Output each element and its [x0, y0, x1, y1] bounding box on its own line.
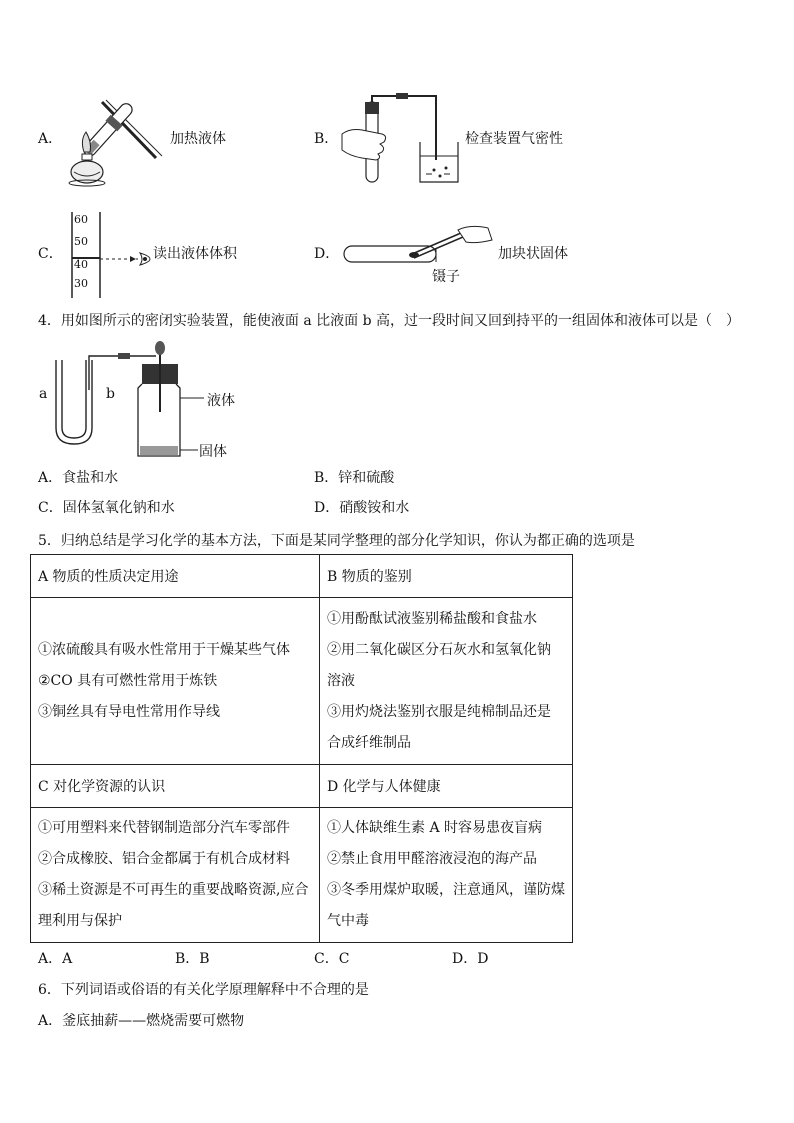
q3-option-d-caption: 加块状固体: [498, 246, 568, 262]
q3-option-c-caption: 读出液体体积: [153, 246, 237, 262]
sealed-apparatus-figure: [38, 340, 218, 462]
cell-d-line: ③冬季用煤炉取暖，注意通风，谨防煤: [327, 882, 565, 898]
cell-c-line: ②合成橡胶、铝合金都属于有机合成材料: [38, 851, 290, 867]
q3-option-a-letter: A．: [38, 131, 63, 147]
q4-option-c: C．固体氢氧化钠和水: [38, 500, 175, 516]
airtightness-check-figure: [340, 90, 465, 186]
cell-c-header: C 对化学资源的认识: [31, 765, 320, 808]
q3-option-d-letter: D．: [314, 246, 340, 262]
adding-solid-figure: [342, 222, 492, 272]
cell-b-line: 合成纤维制品: [327, 734, 411, 751]
cell-d-line: 气中毒: [327, 913, 369, 929]
cell-a-line: ①浓硫酸具有吸水性常用于干燥某些气体: [38, 641, 290, 658]
cell-d-header: D 化学与人体健康: [320, 765, 573, 808]
q4-option-a: A．食盐和水: [38, 470, 119, 486]
tick-label-50: 50: [74, 235, 88, 248]
cell-c-line: 理利用与保护: [38, 913, 122, 929]
tick-label-40: 40: [74, 258, 88, 271]
q5-option-d: D．D: [452, 951, 489, 967]
cell-a-line: ②CO 具有可燃性常用于炼铁: [38, 672, 218, 689]
cell-b-line: ①用酚酞试液鉴别稀盐酸和食盐水: [327, 610, 537, 627]
q5-option-a: A．A: [38, 951, 73, 967]
q3-option-a-caption: 加热液体: [170, 131, 226, 147]
cell-b-header: B 物质的鉴别: [320, 555, 573, 598]
q6-option-a: A．釜底抽薪——燃烧需要可燃物: [38, 1013, 245, 1029]
cell-d-line: ①人体缺维生素 A 时容易患夜盲病: [327, 820, 543, 836]
cell-c-line: ③稀土资源是不可再生的重要战略资源,应合: [38, 882, 309, 898]
q4-stem: 4．用如图所示的密闭实验装置，能使液面 a 比液面 b 高，过一段时间又回到持平的一组固体和液体可以是（ ）: [38, 313, 741, 329]
cell-b-line: ③用灼烧法鉴别衣服是纯棉制品还是: [327, 703, 551, 720]
cell-b-body: [320, 598, 573, 765]
tick-label-30: 30: [74, 277, 88, 290]
cell-a-line: ③铜丝具有导电性常用作导线: [38, 703, 220, 720]
heating-liquid-figure: [66, 92, 166, 188]
q3-option-b-caption: 检查装置气密性: [465, 131, 563, 147]
cell-c-body: [31, 808, 320, 943]
cell-b-line: ②用二氧化碳区分石灰水和氢氧化钠: [327, 641, 551, 658]
q5-option-c: C．C: [314, 951, 350, 967]
label-liquid: 液体: [207, 393, 235, 409]
q5-option-b: B．B: [175, 951, 210, 967]
q3-option-c-letter: C．: [38, 246, 63, 262]
q3-option-b-letter: B．: [314, 131, 339, 147]
cell-d-line: ②禁止食用甲醛溶液浸泡的海产品: [327, 851, 537, 867]
q6-stem: 6．下列词语或俗语的有关化学原理解释中不合理的是: [38, 982, 369, 998]
cell-a-header: A 物质的性质决定用途: [31, 555, 320, 598]
tick-label-60: 60: [74, 213, 88, 226]
cell-a-body: [31, 598, 320, 765]
tweezers-label: 镊子: [432, 269, 460, 285]
label-a: a: [39, 386, 48, 402]
knowledge-table: [30, 554, 573, 943]
cell-c-line: ①可用塑料来代替钢制造部分汽车零部件: [38, 820, 290, 836]
cell-d-body: [320, 808, 573, 943]
q4-option-b: B．锌和硫酸: [314, 470, 395, 486]
q4-option-d: D．硝酸铵和水: [314, 500, 410, 516]
label-solid: 固体: [199, 444, 227, 460]
q5-stem: 5．归纳总结是学习化学的基本方法，下面是某同学整理的部分化学知识，你认为都正确的选项是: [38, 533, 635, 549]
label-b: b: [106, 386, 115, 402]
cell-b-line: 溶液: [327, 672, 355, 689]
